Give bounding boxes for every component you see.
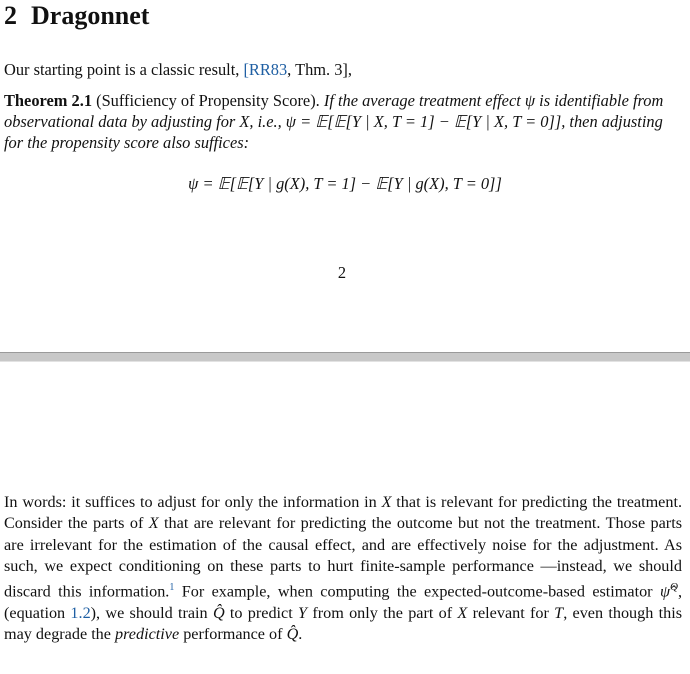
theorem-body: If the average treatment effect ψ is identifiable from observational data by adjusting for X, i.e., ψ = 𝔼[𝔼[Y | X, T = 1] − 𝔼[Y | X, T = 0]], then adjusting for the propensity score also suffices: — [4, 91, 664, 152]
theorem-label: Theorem 2.1 — [4, 91, 93, 110]
math-variable: ψ̂ — [659, 582, 670, 601]
section-number: 2 — [4, 1, 17, 30]
math-superscript: Q — [670, 581, 678, 594]
theorem-block — [4, 90, 682, 153]
emphasized-word: predictive — [115, 625, 180, 644]
paragraph-text: ), we should train — [90, 603, 213, 622]
footnote-marker[interactable]: 1 — [169, 582, 175, 594]
paragraph-text: from only the part of — [307, 603, 458, 622]
math-variable: Y — [298, 603, 308, 622]
math-variable: X — [457, 603, 468, 622]
paragraph-text: performance of — [179, 625, 287, 644]
citation-link[interactable]: [RR83 — [243, 60, 288, 79]
math-variable: Q̂ — [286, 625, 299, 644]
intro-sentence — [4, 59, 682, 80]
body-paragraph — [4, 492, 682, 645]
math-variable: Q̂ — [212, 603, 225, 622]
paragraph-text: , (equation — [4, 582, 682, 622]
paragraph-text: that are relevant for predicting the outcome but not the treatment. Those parts are irrelevant for the estimation of the causal effect, and are effectively noise for the adjustment. As such, we expect conditioning on these parts to hurt finite-sample performance —instead, we should discard this information. — [4, 514, 682, 601]
paragraph-text: For example, when computing the expected-outcome-based estimator — [174, 582, 660, 601]
math-variable: T — [554, 603, 564, 622]
theorem-title: (Sufficiency of Propensity Score). — [92, 91, 324, 110]
page-separator — [0, 352, 690, 362]
display-equation: ψ = 𝔼[𝔼[Y | g(X), T = 1] − 𝔼[Y | g(X), T = 0]] — [188, 174, 502, 193]
section-heading — [4, 2, 149, 30]
paragraph-text: . — [298, 625, 303, 644]
equation-reference-link[interactable]: 1.2 — [70, 603, 91, 622]
math-variable: X — [148, 514, 159, 533]
paragraph-text: , even though this may degrade the — [4, 603, 682, 644]
paragraph-text: In words: it suffices to adjust for only the information in — [4, 493, 382, 511]
paragraph-text: relevant for — [467, 603, 555, 622]
math-variable: X — [381, 493, 392, 511]
section-title: Dragonnet — [31, 1, 150, 30]
intro-text: Our starting point is a classic result, — [4, 60, 244, 79]
intro-text-after: , Thm. 3], — [287, 60, 352, 79]
page-number: 2 — [337, 263, 347, 282]
paragraph-text: to predict — [224, 603, 299, 622]
pdf-page-lower — [0, 362, 690, 674]
paragraph-text: that is relevant for predicting the treatment. Consider the parts of — [4, 493, 682, 533]
